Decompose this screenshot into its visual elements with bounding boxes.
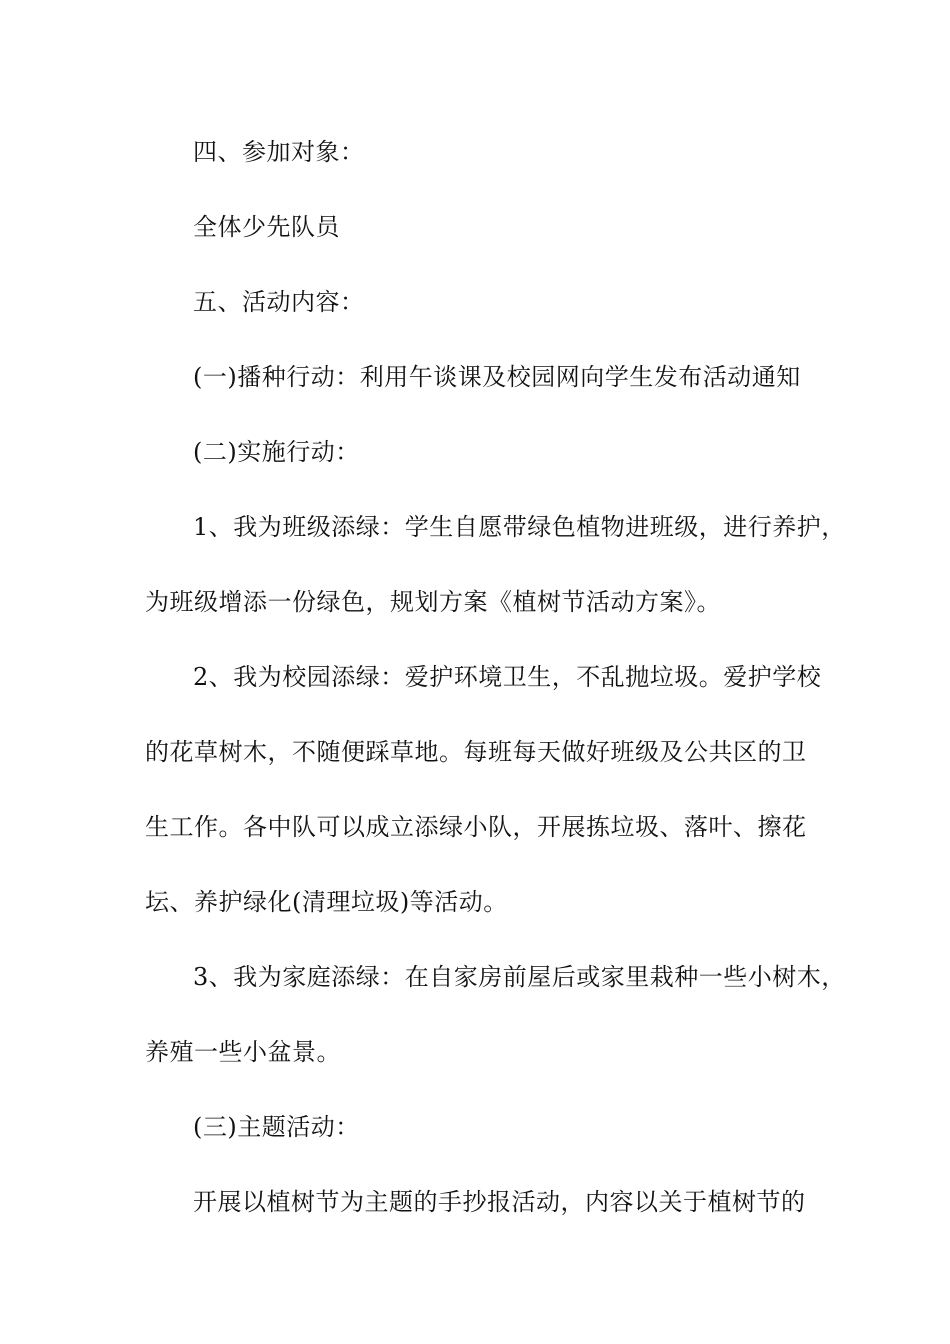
subsection-sowing: (一)播种行动：利用午谈课及校园网向学生发布活动通知 (193, 363, 801, 391)
section-heading-participants: 四、参加对象： (193, 138, 365, 166)
paragraph-line: 2、我为校园添绿：爱护环境卫生，不乱抛垃圾。爱护学校 (193, 663, 822, 691)
paragraph-line: 3、我为家庭添绿：在自家房前屋后或家里栽种一些小树木， (193, 963, 846, 991)
paragraph-line: 开展以植树节为主题的手抄报活动，内容以关于植树节的 (193, 1188, 806, 1216)
subsection-theme-activity: (三)主题活动： (193, 1113, 360, 1141)
paragraph-line: 为班级增添一份绿色，规划方案《植树节活动方案》。 (145, 588, 721, 616)
paragraph-line: 1、我为班级添绿：学生自愿带绿色植物进班级，进行养护， (193, 513, 846, 541)
subsection-implementation: (二)实施行动： (193, 438, 360, 466)
paragraph-line: 的花草树木，不随便踩草地。每班每天做好班级及公共区的卫 (145, 738, 807, 766)
paragraph-line: 坛、养护绿化(清理垃圾)等活动。 (145, 888, 508, 916)
paragraph-line: 生工作。各中队可以成立添绿小队，开展拣垃圾、落叶、擦花 (145, 813, 807, 841)
paragraph-line: 养殖一些小盆景。 (145, 1038, 341, 1066)
paragraph-participants: 全体少先队员 (193, 213, 340, 241)
section-heading-content: 五、活动内容： (193, 288, 365, 316)
